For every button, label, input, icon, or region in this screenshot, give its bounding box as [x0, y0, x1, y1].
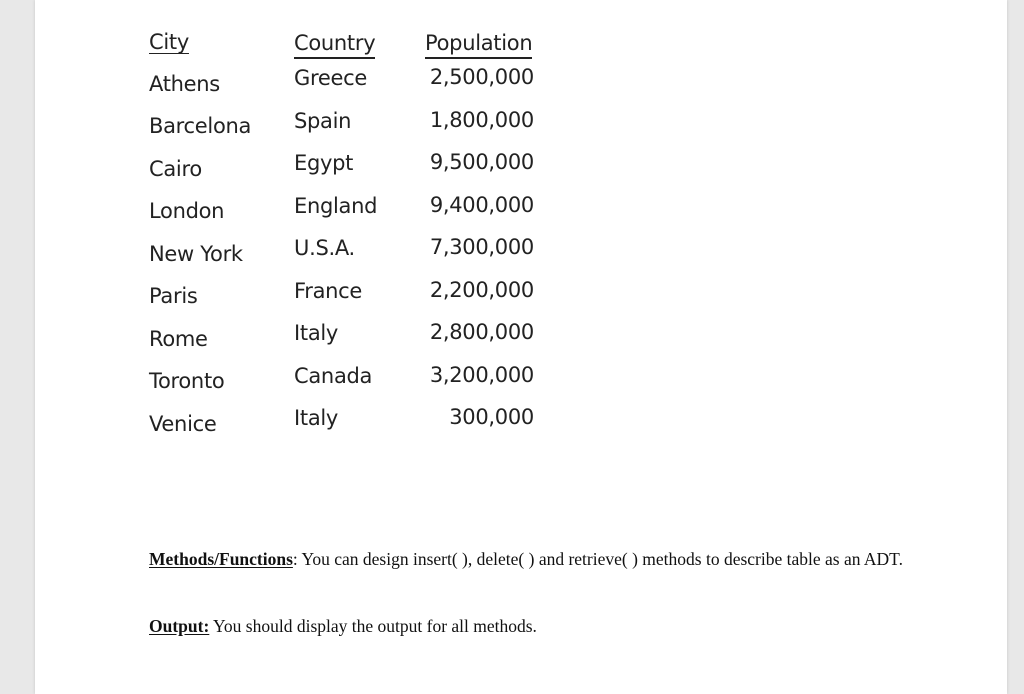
cell-city: Paris [149, 284, 198, 308]
cell-city: Rome [149, 327, 208, 351]
cell-country: Spain [294, 109, 352, 133]
cell-country: Egypt [294, 151, 354, 175]
output-text: You should display the output for all methods. [209, 616, 537, 636]
cell-city: London [149, 199, 225, 223]
methods-label: Methods/Functions [149, 549, 293, 569]
cell-country: Italy [294, 321, 339, 345]
document-page [35, 0, 1007, 694]
cell-population: 9,400,000 [429, 193, 534, 217]
cell-city: Athens [149, 72, 220, 96]
methods-paragraph [149, 549, 909, 570]
cell-population: 300,000 [449, 405, 534, 429]
header-country: Country [294, 30, 375, 59]
cell-country: Canada [294, 364, 373, 388]
methods-text: : You can design insert( ), delete( ) and retrieve( ) methods to describe table as an ADT. [292, 549, 903, 569]
cell-country: U.S.A. [294, 236, 355, 260]
cell-population: 9,500,000 [429, 150, 534, 174]
header-city: City [149, 30, 189, 54]
cell-population: 3,200,000 [429, 363, 534, 387]
cell-city: Toronto [149, 369, 225, 393]
header-population: Population [425, 30, 532, 59]
cell-population: 2,200,000 [429, 278, 534, 302]
cell-population: 7,300,000 [429, 235, 534, 259]
cell-city: New York [149, 242, 243, 266]
cell-city: Cairo [149, 157, 202, 181]
output-paragraph [149, 616, 909, 637]
cell-country: Greece [294, 66, 367, 90]
cell-population: 1,800,000 [429, 108, 534, 132]
cell-country: Italy [294, 406, 339, 430]
cell-population: 2,500,000 [429, 65, 534, 89]
cell-country: England [294, 194, 378, 218]
cell-city: Venice [149, 412, 217, 436]
cell-country: France [294, 279, 363, 303]
output-label: Output: [149, 616, 210, 636]
cell-population: 2,800,000 [429, 320, 534, 344]
cell-city: Barcelona [149, 114, 252, 138]
